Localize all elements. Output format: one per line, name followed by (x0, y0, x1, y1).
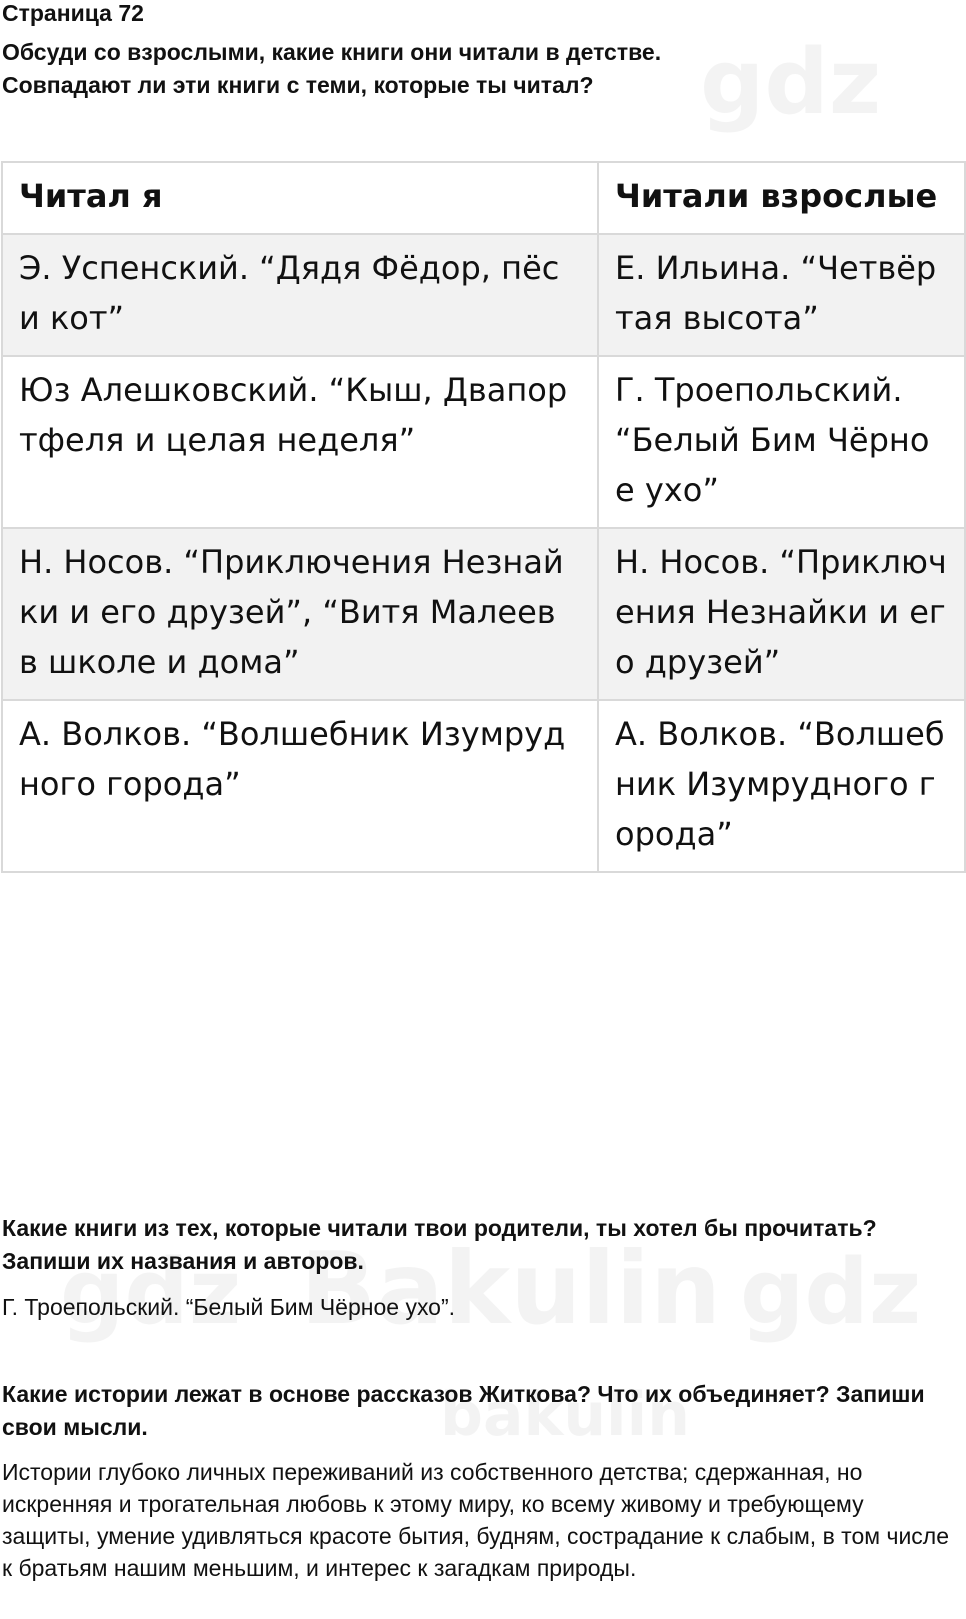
books-comparison-table (1, 161, 966, 873)
table-row (2, 234, 965, 356)
table-cell-i-read: Юз Алешковский. “Кыш, Двапортфеля и целая неделя” (2, 356, 598, 528)
table-header-row (2, 162, 965, 234)
page-number-label: Страница 72 (2, 0, 144, 26)
header-i-read: Читал я (2, 162, 598, 234)
table-cell-i-read: Э. Успенский. “Дядя Фёдор, пёс и кот” (2, 234, 598, 356)
answer-2: Г. Троепольский. “Белый Бим Чёрное ухо”. (2, 1294, 456, 1320)
table-cell-adults-read: Г. Троепольский. “Белый Бим Чёрное ухо” (598, 356, 965, 528)
table-cell-adults-read: Е. Ильина. “Четвёртая высота” (598, 234, 965, 356)
table-cell-i-read: Н. Носов. “Приключения Незнайки и его друзей”, “Витя Малеев в школе и дома” (2, 528, 598, 700)
table-cell-adults-read: Н. Носов. “Приключения Незнайки и его друзей” (598, 528, 965, 700)
table-row (2, 528, 965, 700)
question-3: Какие истории лежат в основе рассказов Житкова? Что их объединяет? Запиши свои мысли. (2, 1381, 925, 1440)
table-cell-adults-read: А. Волков. “Волшебник Изумрудного города” (598, 700, 965, 872)
table-row (2, 700, 965, 872)
table-cell-i-read: А. Волков. “Волшебник Изумрудного города” (2, 700, 598, 872)
question-1 (2, 36, 952, 102)
answer-3: Истории глубоко личных переживаний из собственного детства; сдержанная, но искренняя и трогательная любовь к этому миру, ко всему живому и требующему защиты, умение удивляться красоте бытия, будням, сострадание к слабым, в том числе к братьям нашим меньшим, и интерес к загадкам природы. (2, 1459, 949, 1581)
question-1-line-2: Совпадают ли эти книги с теми, которые ты читал? (2, 72, 594, 98)
question-2: Какие книги из тех, которые читали твои родители, ты хотел бы прочитать? Запиши их названия и авторов. (2, 1215, 877, 1274)
table-row (2, 356, 965, 528)
header-adults-read: Читали взрослые (598, 162, 965, 234)
question-1-line-1: Обсуди со взрослыми, какие книги они читали в детстве. (2, 39, 662, 65)
